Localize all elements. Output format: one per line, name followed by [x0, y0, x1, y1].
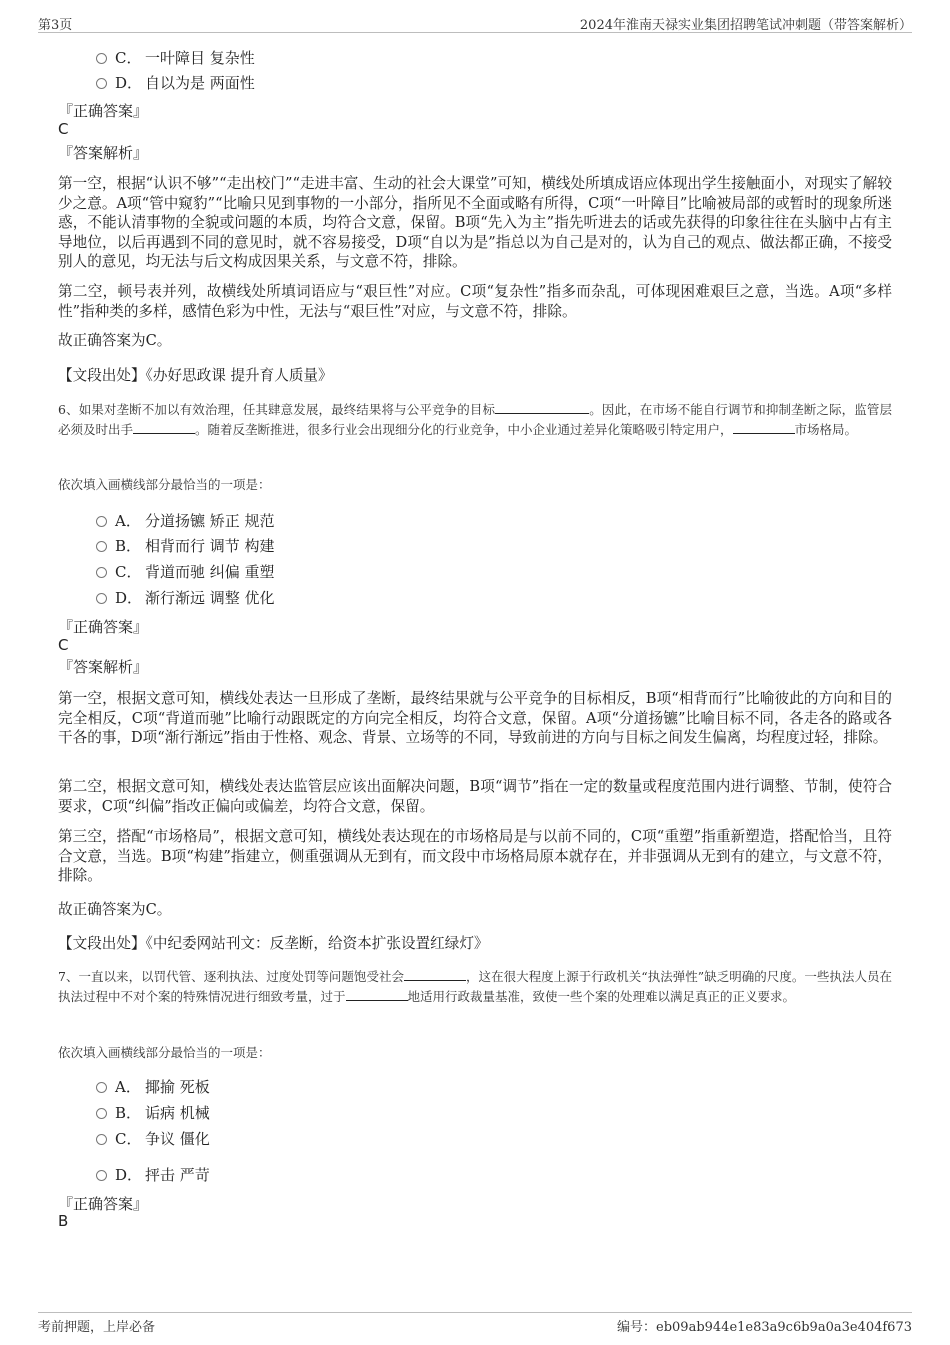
question-instruction: 依次填入画横线部分最恰当的一项是：: [58, 1045, 271, 1060]
answer-label: 『正确答案』: [58, 618, 149, 636]
answer-value: C: [58, 636, 69, 654]
answer-value: B: [58, 1212, 69, 1230]
option-a[interactable]: A． 分道扬镳 矫正 规范: [96, 511, 275, 531]
blank-2: [346, 988, 408, 1001]
answer-label: 『正确答案』: [58, 1195, 149, 1213]
radio-icon[interactable]: [96, 78, 107, 89]
question-6-stem: 6、如果对垄断不加以有效治理，任其肆意发展，最终结果将与公平竞争的目标 。因此，在市场不能自行调节和抑制垄断之际，监管层必须及时出手 。随着反垄断推进，很多行业会出现细分化的行业竞争，中小企业通过差异化策略吸引特定用户， 市场格局。: [58, 402, 892, 437]
option-c[interactable]: C． 一叶障目 复杂性: [96, 48, 255, 68]
radio-icon[interactable]: [96, 1108, 107, 1119]
option-c[interactable]: C． 争议 僵化: [96, 1129, 210, 1149]
answer-label: 『正确答案』: [58, 102, 149, 120]
question-7-stem: 7、一直以来，以罚代管、逐利执法、过度处罚等问题饱受社会 ，这在很大程度上源于行政机关“执法弹性”缺乏明确的尺度。一些执法人员在执法过程中不对个案的特殊情况进行细致考量，过于 地适用行政裁量基准，致使一些个案的处理难以满足真正的正义要求。: [58, 969, 892, 1004]
radio-icon[interactable]: [96, 593, 107, 604]
radio-icon[interactable]: [96, 567, 107, 578]
option-c[interactable]: C． 背道而驰 纠偏 重塑: [96, 562, 275, 582]
question-instruction: 依次填入画横线部分最恰当的一项是：: [58, 477, 271, 492]
blank-1: [404, 968, 466, 981]
option-b[interactable]: B． 诟病 机械: [96, 1103, 210, 1123]
option-d[interactable]: D． 抨击 严苛: [96, 1165, 210, 1185]
page-footer: [38, 1312, 912, 1337]
radio-icon[interactable]: [96, 541, 107, 552]
document-title: 2024年淮南天禄实业集团招聘笔试冲刺题（带答案解析）: [579, 18, 912, 33]
option-a[interactable]: A． 揶揄 死板: [96, 1077, 210, 1097]
option-d[interactable]: D． 自以为是 两面性: [96, 73, 255, 93]
conclusion: 故正确答案为C。: [58, 901, 172, 918]
page-header: [38, 12, 912, 33]
option-d[interactable]: D． 渐行渐远 调整 优化: [96, 588, 275, 608]
radio-icon[interactable]: [96, 1134, 107, 1145]
analysis-paragraph: 第三空，搭配“市场格局”，根据文意可知，横线处表达现在的市场格局是与以前不同的，C项“重塑”指重新塑造，搭配恰当，且符合文意，当选。B项“构建”指建立，侧重强调从无到有，而文段中市场格局原本就存在，并非强调从无到有的建立，与文意不符，排除。: [58, 828, 892, 884]
analysis-paragraph: 第二空，根据文意可知，横线处表达监管层应该出面解决问题，B项“调节”指在一定的数量或程度范围内进行调整、节制，使符合要求，C项“纠偏”指改正偏向或偏差，均符合文意，保留。: [58, 778, 892, 815]
conclusion: 故正确答案为C。: [58, 332, 172, 349]
radio-icon[interactable]: [96, 53, 107, 64]
footer-slogan: 考前押题，上岸必备: [38, 1320, 156, 1335]
option-b[interactable]: B． 相背而行 调节 构建: [96, 536, 275, 556]
blank-2: [133, 421, 195, 434]
document-code: 编号：eb09ab944e1e83a9c6b9a0a3e404f673: [617, 1320, 912, 1335]
radio-icon[interactable]: [96, 1082, 107, 1093]
source-citation: 【文段出处】《办好思政课 提升育人质量》: [58, 367, 333, 384]
radio-icon[interactable]: [96, 516, 107, 527]
page-number: 第3页: [38, 18, 73, 33]
analysis-paragraph: 第一空，根据文意可知，横线处表达一旦形成了垄断，最终结果就与公平竞争的目标相反，B项“相背而行”比喻彼此的方向和目的完全相反，C项“背道而驰”比喻行动跟既定的方向完全相反，均符合文意，保留。A项“分道扬镳”比喻目标不同，各走各的路或各干各的事，D项“渐行渐远”指由于性格、观念、背景、立场等的不同，导致前进的方向与目标之间发生偏离，均程度过轻，排除。: [58, 690, 892, 746]
analysis-paragraph: 第一空，根据“认识不够”“走出校门”“走进丰富、生动的社会大课堂”可知，横线处所填成语应体现出学生接触面小，对现实了解较少之意。A项“管中窥豹”“比喻只见到事物的一小部分，指所见不全面或略有所得，C项“一叶障目”比喻被局部的或暂时的现象所迷惑，不能认清事物的全貌或问题的本质，均符合文意，保留。B项“先入为主”指先听进去的话或先获得的印象往往在头脑中占有主导地位，以后再遇到不同的意见时，就不容易接受，D项“自以为是”指总以为自己是对的，认为自己的观点、做法都正确，不接受别人的意见，均无法与后文构成因果关系，与文意不符，排除。: [58, 175, 892, 270]
analysis-label: 『答案解析』: [58, 658, 149, 676]
radio-icon[interactable]: [96, 1170, 107, 1181]
answer-value: C: [58, 120, 69, 138]
blank-3: [733, 421, 795, 434]
source-citation: 【文段出处】《中纪委网站刊文：反垄断，给资本扩张设置红绿灯》: [58, 935, 489, 952]
analysis-paragraph: 第二空，顿号表并列，故横线处所填词语应与“艰巨性”对应。C项“复杂性”指多而杂乱，可体现困难艰巨之意，当选。A项“多样性”指种类的多样，感情色彩为中性，无法与“艰巨性”对应，与文意不符，排除。: [58, 283, 892, 320]
analysis-label: 『答案解析』: [58, 144, 149, 162]
blank-1: [495, 401, 589, 414]
